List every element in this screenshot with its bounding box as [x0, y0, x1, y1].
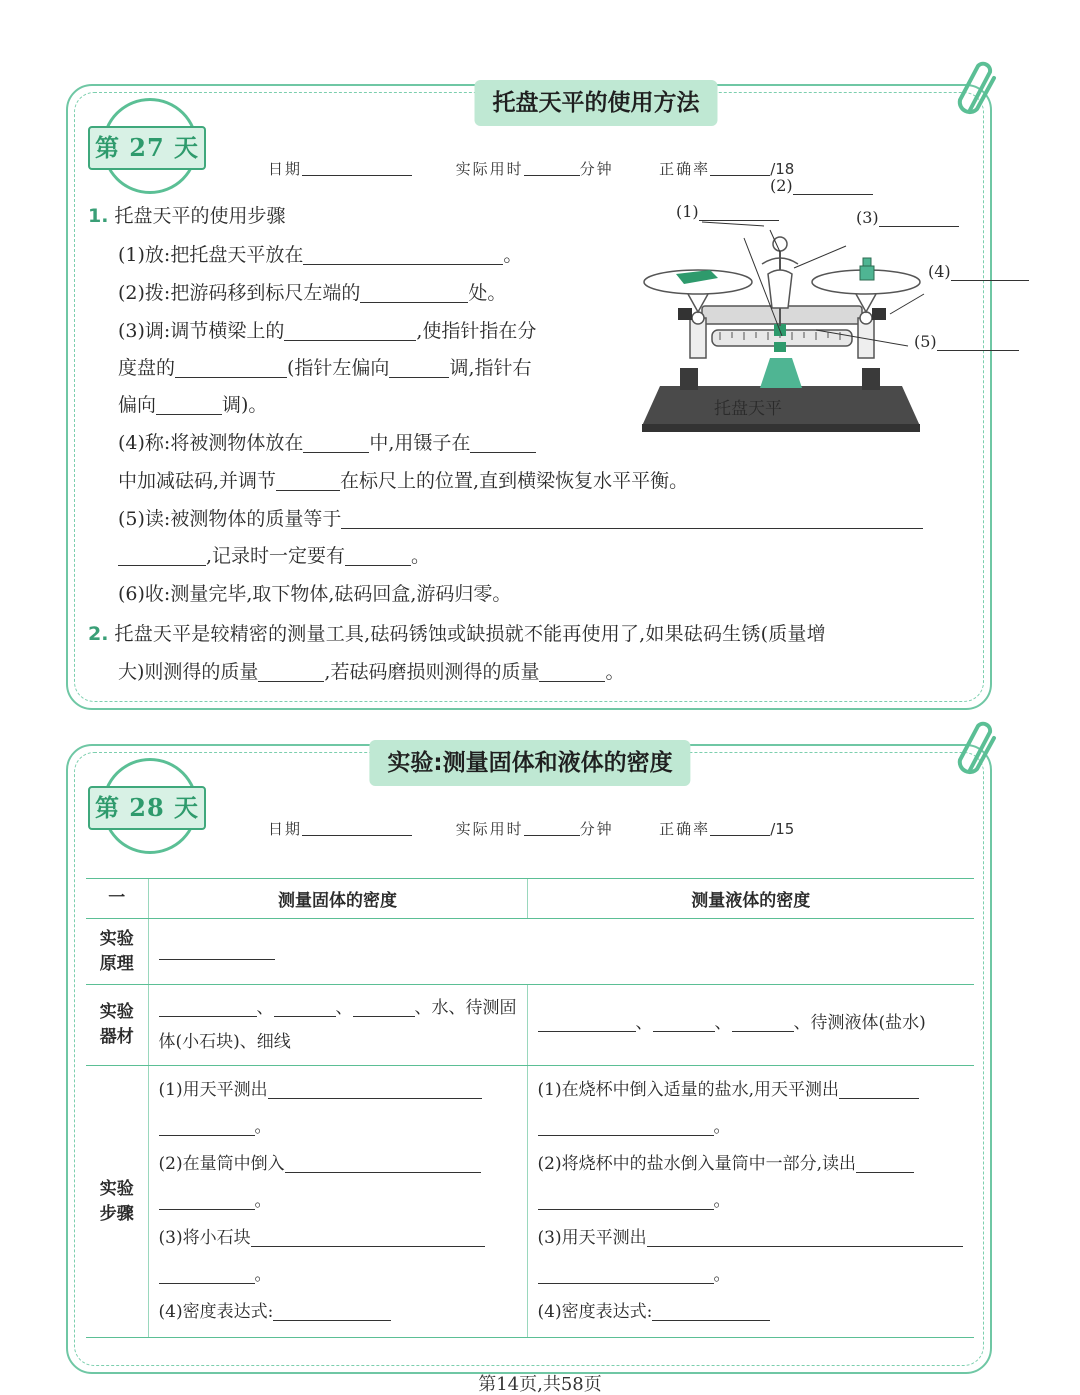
label-number: (5) — [914, 332, 937, 351]
answer-blank[interactable] — [538, 1010, 636, 1032]
time-field[interactable] — [524, 835, 580, 836]
diagram-label-3 — [856, 208, 959, 227]
separator: 、 — [714, 1013, 732, 1033]
answer-blank[interactable] — [258, 660, 324, 682]
answer-blank[interactable] — [360, 281, 468, 303]
day-number: 第 27 天 — [88, 126, 206, 170]
step-text: ,使指针指在分 — [416, 320, 537, 342]
answer-blank[interactable] — [159, 995, 257, 1017]
step-text: (6)收:测量完毕,取下物体,砝码回盒,游码归零。 — [118, 583, 512, 605]
question-text: 托盘天平的使用步骤 — [114, 205, 286, 227]
answer-blank[interactable] — [284, 319, 416, 341]
answer-blank[interactable] — [699, 207, 779, 221]
step-6 — [118, 576, 511, 614]
row-header-principle — [86, 919, 148, 985]
progress-meta — [268, 818, 794, 839]
answer-blank[interactable] — [303, 431, 369, 453]
answer-blank[interactable] — [273, 1299, 391, 1321]
diagram-label-5 — [914, 332, 1019, 351]
accuracy-label: 正确率 — [659, 820, 711, 838]
row-label: 实验步骤 — [99, 1178, 134, 1224]
answer-blank[interactable] — [538, 1188, 714, 1210]
row-header-steps — [86, 1066, 148, 1338]
step-text: 。 — [713, 1265, 731, 1285]
step-text: (3)用天平测出 — [537, 1228, 647, 1248]
experiment-table — [86, 878, 974, 1338]
step-3 — [118, 313, 536, 351]
separator: 、 — [256, 998, 274, 1018]
day-number: 第 28 天 — [88, 786, 206, 830]
accuracy-field[interactable] — [710, 175, 770, 176]
answer-blank[interactable] — [285, 1151, 481, 1173]
step-text: (1)在烧杯中倒入适量的盐水,用天平测出 — [537, 1080, 839, 1100]
step-text: (1)用天平测出 — [158, 1080, 268, 1100]
step-text: 。 — [411, 545, 431, 567]
question-text: 大)则测得的质量 — [118, 661, 259, 683]
answer-blank[interactable] — [341, 507, 923, 529]
liquid-materials-cell — [527, 985, 974, 1066]
paperclip-icon — [956, 718, 1000, 778]
answer-blank[interactable] — [653, 1010, 715, 1032]
step-text: (5)读:被测物体的质量等于 — [118, 508, 342, 530]
table-row — [86, 1066, 974, 1338]
step-text: 。 — [254, 1265, 272, 1285]
answer-blank[interactable] — [353, 995, 415, 1017]
answer-blank[interactable] — [470, 431, 536, 453]
day28-card — [66, 744, 992, 1374]
step-1 — [118, 237, 522, 275]
answer-blank[interactable] — [879, 213, 959, 227]
step-5 — [118, 501, 923, 539]
table-header-row — [86, 879, 974, 919]
solid-steps-cell — [148, 1066, 527, 1338]
answer-blank[interactable] — [251, 1225, 485, 1247]
answer-blank[interactable] — [345, 544, 411, 566]
date-label: 日期 — [268, 820, 303, 838]
step-text: 。 — [503, 244, 523, 266]
table-row — [86, 919, 974, 985]
cell-text: 体(小石块)、细线 — [158, 1032, 291, 1052]
answer-blank[interactable] — [156, 393, 222, 415]
answer-blank[interactable] — [159, 1114, 255, 1136]
answer-blank[interactable] — [793, 181, 873, 195]
step-4 — [118, 425, 536, 463]
answer-blank[interactable] — [389, 356, 449, 378]
step-text: 处。 — [468, 282, 507, 304]
diagram-caption: 托盘天平 — [714, 399, 782, 419]
label-number: (2) — [770, 176, 793, 195]
step-5-cont — [118, 538, 430, 576]
step-text: 。 — [713, 1117, 731, 1137]
question-2 — [88, 616, 826, 654]
column-header-liquid: 测量液体的密度 — [527, 879, 974, 919]
section-title: 实验:测量固体和液体的密度 — [369, 740, 690, 786]
diagram-label-2 — [770, 176, 873, 195]
date-field[interactable] — [302, 175, 412, 176]
table-corner: 一 — [86, 879, 148, 919]
accuracy-label: 正确率 — [659, 160, 711, 178]
answer-blank[interactable] — [274, 995, 336, 1017]
accuracy-total: /18 — [770, 160, 795, 178]
step-text: 调)。 — [222, 394, 268, 416]
step-text: (2)将烧杯中的盐水倒入量筒中一部分,读出 — [537, 1154, 856, 1174]
page-footer: 第14页,共58页 — [478, 1374, 602, 1395]
time-label: 实际用时 — [455, 820, 524, 838]
solid-materials-cell — [148, 985, 527, 1066]
label-number: (3) — [856, 208, 879, 227]
step-text: (2)在量筒中倒入 — [158, 1154, 285, 1174]
step-text: 。 — [254, 1191, 272, 1211]
diagram-label-4 — [928, 262, 1029, 281]
answer-blank[interactable] — [159, 1262, 255, 1284]
step-text: (4)密度表达式: — [158, 1302, 274, 1322]
step-text: 偏向 — [118, 394, 157, 416]
progress-meta — [268, 158, 794, 179]
answer-blank[interactable] — [652, 1299, 770, 1321]
step-text: (3)将小石块 — [158, 1228, 251, 1248]
separator: 、 — [335, 998, 353, 1018]
time-unit: 分钟 — [579, 820, 614, 838]
answer-blank[interactable] — [647, 1225, 963, 1247]
answer-blank[interactable] — [538, 1262, 714, 1284]
label-number: (1) — [676, 202, 699, 221]
step-text: (4)密度表达式: — [537, 1302, 653, 1322]
row-label: 实验原理 — [99, 928, 134, 974]
answer-blank[interactable] — [951, 267, 1029, 281]
principle-cell — [148, 919, 974, 985]
answer-blank[interactable] — [856, 1151, 914, 1173]
step-2 — [118, 275, 506, 313]
answer-blank[interactable] — [303, 243, 503, 265]
answer-blank[interactable] — [159, 1188, 255, 1210]
step-3-end — [118, 387, 267, 425]
answer-blank[interactable] — [268, 1077, 482, 1099]
step-text: (4)称:将被测物体放在 — [118, 432, 304, 454]
date-label: 日期 — [268, 160, 303, 178]
step-text: 。 — [713, 1191, 731, 1211]
day27-card — [66, 84, 992, 710]
step-text: (指针左偏向 — [287, 357, 390, 379]
step-4-cont — [118, 463, 688, 501]
paperclip-icon — [956, 58, 1000, 118]
balance-diagram — [602, 176, 982, 458]
label-number: (4) — [928, 262, 951, 281]
step-text: (3)调:调节横梁上的 — [118, 320, 285, 342]
question-number: 2. — [88, 623, 109, 645]
date-field[interactable] — [302, 835, 412, 836]
column-header-solid: 测量固体的密度 — [148, 879, 527, 919]
answer-blank[interactable] — [937, 337, 1019, 351]
answer-blank[interactable] — [538, 1114, 714, 1136]
question-text: 托盘天平是较精密的测量工具,砝码锈蚀或缺损就不能再使用了,如果砝码生锈(质量增 — [114, 623, 826, 645]
step-text: 度盘的 — [118, 357, 176, 379]
cell-text: 、水、待测固 — [414, 998, 517, 1018]
time-unit: 分钟 — [579, 160, 614, 178]
day-badge — [88, 758, 206, 854]
liquid-steps-cell — [527, 1066, 974, 1338]
answer-blank[interactable] — [118, 544, 206, 566]
cell-text: 、待测液体(盐水) — [793, 1013, 926, 1033]
step-text: ,记录时一定要有 — [206, 545, 346, 567]
step-text: 中,用镊子在 — [369, 432, 471, 454]
step-text: 调,指针右 — [449, 357, 532, 379]
accuracy-total: /15 — [770, 820, 795, 838]
diagram-label-1 — [676, 202, 779, 221]
section-title: 托盘天平的使用方法 — [475, 80, 718, 126]
answer-blank[interactable] — [539, 660, 605, 682]
step-3-cont — [118, 350, 531, 388]
step-text: (2)拨:把游码移到标尺左端的 — [118, 282, 361, 304]
answer-blank[interactable] — [732, 1010, 794, 1032]
row-label: 实验器材 — [99, 1002, 134, 1047]
row-header-materials — [86, 985, 148, 1066]
table-row — [86, 985, 974, 1066]
answer-blank[interactable] — [175, 356, 287, 378]
step-text: 在标尺上的位置,直到横梁恢复水平平衡。 — [340, 470, 689, 492]
question-1-title — [88, 198, 286, 236]
separator: 、 — [635, 1013, 653, 1033]
answer-blank[interactable] — [159, 938, 275, 960]
answer-blank[interactable] — [839, 1077, 919, 1099]
day-badge — [88, 98, 206, 194]
step-text: (1)放:把托盘天平放在 — [118, 244, 304, 266]
question-number: 1. — [88, 205, 109, 227]
time-label: 实际用时 — [455, 160, 524, 178]
question-text: 。 — [605, 661, 625, 683]
accuracy-field[interactable] — [710, 835, 770, 836]
step-text: 中加减砝码,并调节 — [118, 470, 277, 492]
question-2-cont — [118, 654, 624, 692]
step-text: 。 — [254, 1117, 272, 1137]
question-text: ,若砝码磨损则测得的质量 — [324, 661, 540, 683]
time-field[interactable] — [524, 175, 580, 176]
answer-blank[interactable] — [276, 469, 340, 491]
